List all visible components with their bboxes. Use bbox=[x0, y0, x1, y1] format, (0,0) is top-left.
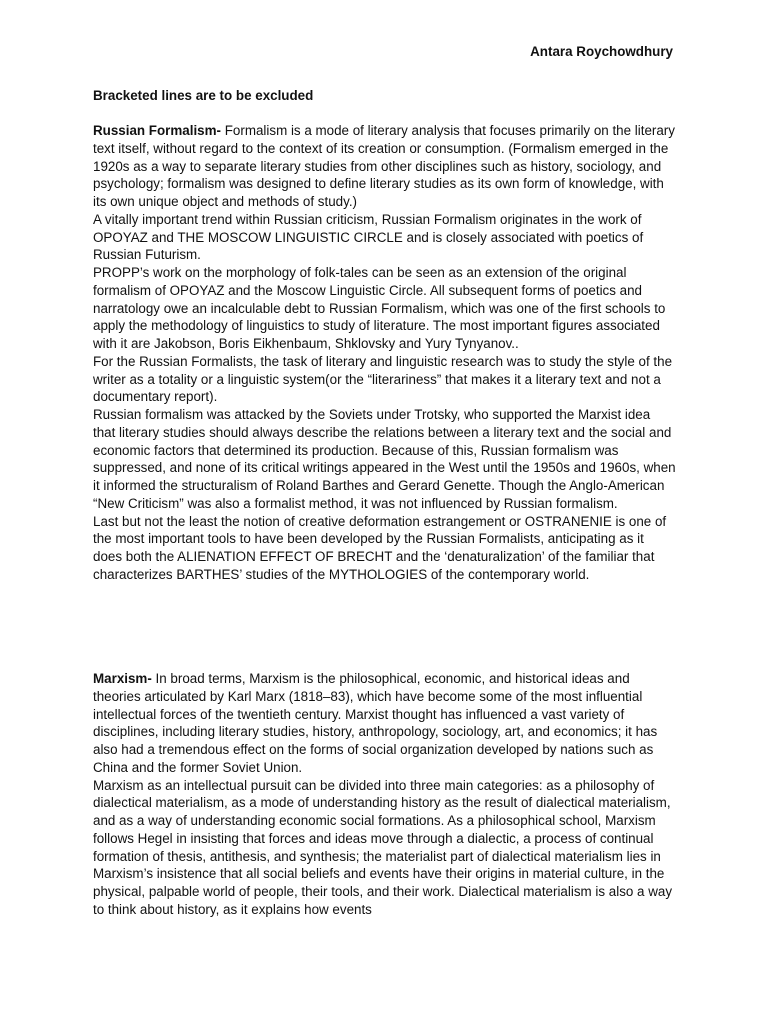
paragraph: Last but not the least the notion of creative deformation estrangement or OSTRANENIE is one of the most important tools to have been developed by the Russian Formalists, anticipating as it does both the ALIENATION EFFECT OF BRECHT and the ‘denaturalization’ of the familiar that characterizes BARTHES’ studies of the MYTHOLOGIES of the contemporary world. bbox=[93, 513, 667, 582]
author-name: Antara Roychowdhury bbox=[530, 44, 673, 59]
exclusion-note: Bracketed lines are to be excluded bbox=[93, 88, 314, 103]
paragraph: For the Russian Formalists, the task of literary and linguistic research was to study the style of the writer as a totality or a linguistic system(or the “literariness” that makes it a literary text and not a documentary report). bbox=[93, 353, 673, 405]
document-page bbox=[93, 0, 676, 1024]
paragraph bbox=[93, 670, 676, 777]
section-russian-formalism bbox=[93, 122, 676, 584]
paragraph: Russian formalism was attacked by the Soviets under Trotsky, who supported the Marxist idea that literary studies should always describe the relations between a literary text and the social and economic factors that determined its production. Because of this, Russian formalism was suppressed, and none of its critical writings appeared in the West until the 1950s and 1960s, when it informed the structuralism of Roland Barthes and Gerard Genette. Though the Anglo-American “New Criticism” was also a formalist method, it was not influenced by Russian formalism. bbox=[93, 407, 676, 511]
paragraph bbox=[93, 122, 676, 211]
section-marxism bbox=[93, 670, 676, 919]
paragraph: PROPP’s work on the morphology of folk-tales can be seen as an extension of the original formalism of OPOYAZ and the Moscow Linguistic Circle. All subsequent forms of poetics and narratology owe an incalculable debt to Russian Formalism, which was one of the first schools to apply the methodology of linguistics to study of literature. The most important figures associated with it are Jakobson, Boris Eikhenbaum, Shklovsky and Yury Tynyanov.. bbox=[93, 265, 666, 351]
paragraph-text: Formalism is a mode of literary analysis that focuses primarily on the literary text itself, without regard to the context of its creation or consumption. (Formalism emerged in the 1920s as a way to separate literary studies from other disciplines such as history, sociology, and psychology; formalism was designed to define literary studies as its own form of knowledge, with its own unique object and methods of study.) bbox=[93, 123, 675, 209]
section-heading: Marxism- bbox=[93, 671, 152, 686]
paragraph: A vitally important trend within Russian criticism, Russian Formalism originates in the work of OPOYAZ and THE MOSCOW LINGUISTIC CIRCLE and is closely associated with poetics of Russian Futurism. bbox=[93, 211, 644, 263]
section-heading: Russian Formalism- bbox=[93, 123, 221, 138]
paragraph: Marxism as an intellectual pursuit can be divided into three main categories: as a philosophy of dialectical materialism, as a mode of understanding history as the result of dialectical materialism, and as a way of understanding economic social formations. As a philosophical school, Marxism follows Hegel in insisting that forces and ideas move through a dialectic, a process of continual formation of thesis, antithesis, and synthesis; the materialist part of dialectical materialism lies in Marxism’s insistence that all social beliefs and events have their origins in material culture, in the physical, palpable world of people, their tools, and their work. Dialectical materialism is also a way to think about history, as it explains how events bbox=[93, 777, 673, 917]
paragraph-text: In broad terms, Marxism is the philosophical, economic, and historical ideas and theories articulated by Karl Marx (1818–83), which have become some of the most influential intellectual forces of the twentieth century. Marxist thought has influenced a vast variety of disciplines, including literary studies, history, anthropology, sociology, art, and economics; it has also had a tremendous effect on the forms of social organization developed by nations such as China and the former Soviet Union. bbox=[93, 671, 658, 775]
